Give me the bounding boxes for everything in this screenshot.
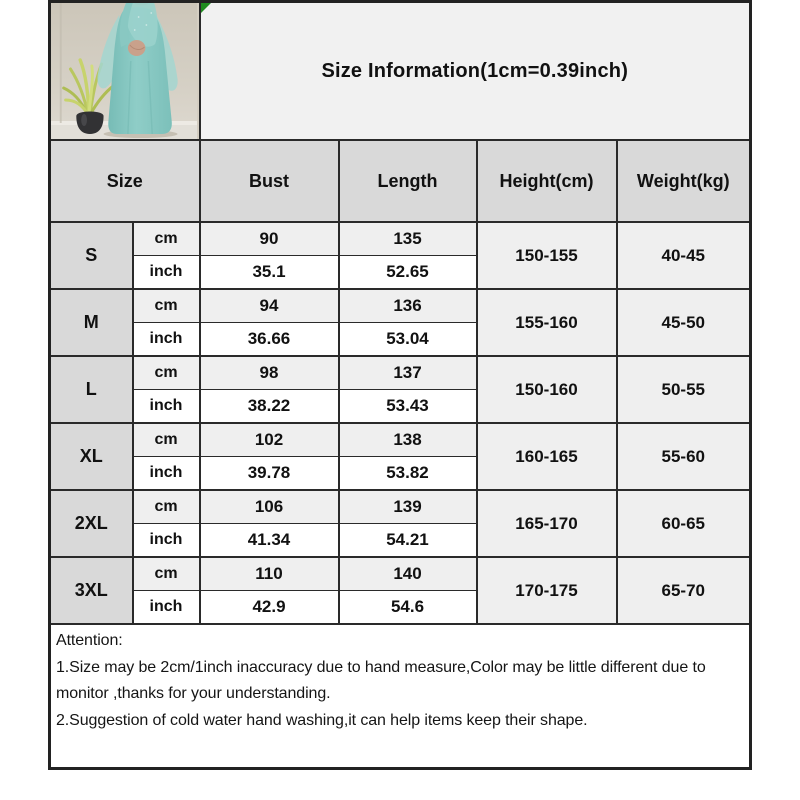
height-range: 150-155 — [477, 222, 617, 289]
unit-label-cm: cm — [133, 423, 200, 457]
unit-label-inch: inch — [133, 591, 200, 625]
column-header-length: Length — [339, 140, 477, 222]
weight-range: 60-65 — [617, 490, 751, 557]
attention-line: 2.Suggestion of cold water hand washing,it can help items keep their shape. — [56, 711, 588, 729]
table-row — [50, 222, 751, 256]
length-inch-value: 54.21 — [339, 524, 477, 558]
size-label: XL — [50, 423, 133, 490]
weight-range: 40-45 — [617, 222, 751, 289]
unit-label-inch: inch — [133, 256, 200, 290]
bust-inch-value: 41.34 — [200, 524, 339, 558]
length-inch-value: 53.43 — [339, 390, 477, 424]
length-cm-value: 137 — [339, 356, 477, 390]
weight-range: 45-50 — [617, 289, 751, 356]
height-range: 170-175 — [477, 557, 617, 624]
bust-cm-value: 90 — [200, 222, 339, 256]
banner-cell — [200, 2, 751, 141]
unit-label-inch: inch — [133, 323, 200, 357]
height-range: 160-165 — [477, 423, 617, 490]
attention-row — [50, 624, 751, 769]
bust-cm-value: 106 — [200, 490, 339, 524]
bust-inch-value: 38.22 — [200, 390, 339, 424]
bust-cm-value: 98 — [200, 356, 339, 390]
size-label: 2XL — [50, 490, 133, 557]
column-header-size: Size — [50, 140, 200, 222]
attention-line: 1.Size may be 2cm/1inch inaccuracy due to hand measure,Color may be little different due to — [56, 658, 706, 676]
header-row — [50, 140, 751, 222]
table-row — [50, 557, 751, 591]
product-photo-illustration — [51, 3, 197, 139]
unit-label-cm: cm — [133, 490, 200, 524]
size-chart-table — [48, 0, 752, 770]
green-corner-marker-icon — [201, 3, 211, 13]
bust-cm-value: 102 — [200, 423, 339, 457]
unit-label-inch: inch — [133, 524, 200, 558]
unit-label-inch: inch — [133, 457, 200, 491]
table-row — [50, 289, 751, 323]
size-label: L — [50, 356, 133, 423]
bust-cm-value: 94 — [200, 289, 339, 323]
column-header-weight: Weight(kg) — [617, 140, 751, 222]
product-photo — [50, 2, 200, 141]
unit-label-inch: inch — [133, 390, 200, 424]
weight-range: 55-60 — [617, 423, 751, 490]
unit-label-cm: cm — [133, 222, 200, 256]
page-title: Size Information(1cm=0.39inch) — [321, 59, 629, 82]
height-range: 155-160 — [477, 289, 617, 356]
length-cm-value: 138 — [339, 423, 477, 457]
table-row — [50, 423, 751, 457]
table-row — [50, 356, 751, 390]
bust-inch-value: 39.78 — [200, 457, 339, 491]
length-inch-value: 53.82 — [339, 457, 477, 491]
size-label: 3XL — [50, 557, 133, 624]
attention-title: Attention: — [56, 632, 123, 649]
length-inch-value: 54.6 — [339, 591, 477, 625]
length-inch-value: 52.65 — [339, 256, 477, 290]
length-cm-value: 135 — [339, 222, 477, 256]
bust-inch-value: 35.1 — [200, 256, 339, 290]
bust-cm-value: 110 — [200, 557, 339, 591]
weight-range: 50-55 — [617, 356, 751, 423]
column-header-height: Height(cm) — [477, 140, 617, 222]
unit-label-cm: cm — [133, 289, 200, 323]
height-range: 165-170 — [477, 490, 617, 557]
length-inch-value: 53.04 — [339, 323, 477, 357]
length-cm-value: 136 — [339, 289, 477, 323]
attention-note — [50, 624, 751, 769]
size-label: S — [50, 222, 133, 289]
column-header-bust: Bust — [200, 140, 339, 222]
length-cm-value: 140 — [339, 557, 477, 591]
bust-inch-value: 42.9 — [200, 591, 339, 625]
bust-inch-value: 36.66 — [200, 323, 339, 357]
height-range: 150-160 — [477, 356, 617, 423]
unit-label-cm: cm — [133, 356, 200, 390]
weight-range: 65-70 — [617, 557, 751, 624]
length-cm-value: 139 — [339, 490, 477, 524]
attention-line: monitor ,thanks for your understanding. — [56, 685, 331, 702]
table-row — [50, 490, 751, 524]
unit-label-cm: cm — [133, 557, 200, 591]
size-label: M — [50, 289, 133, 356]
top-row — [50, 2, 751, 141]
